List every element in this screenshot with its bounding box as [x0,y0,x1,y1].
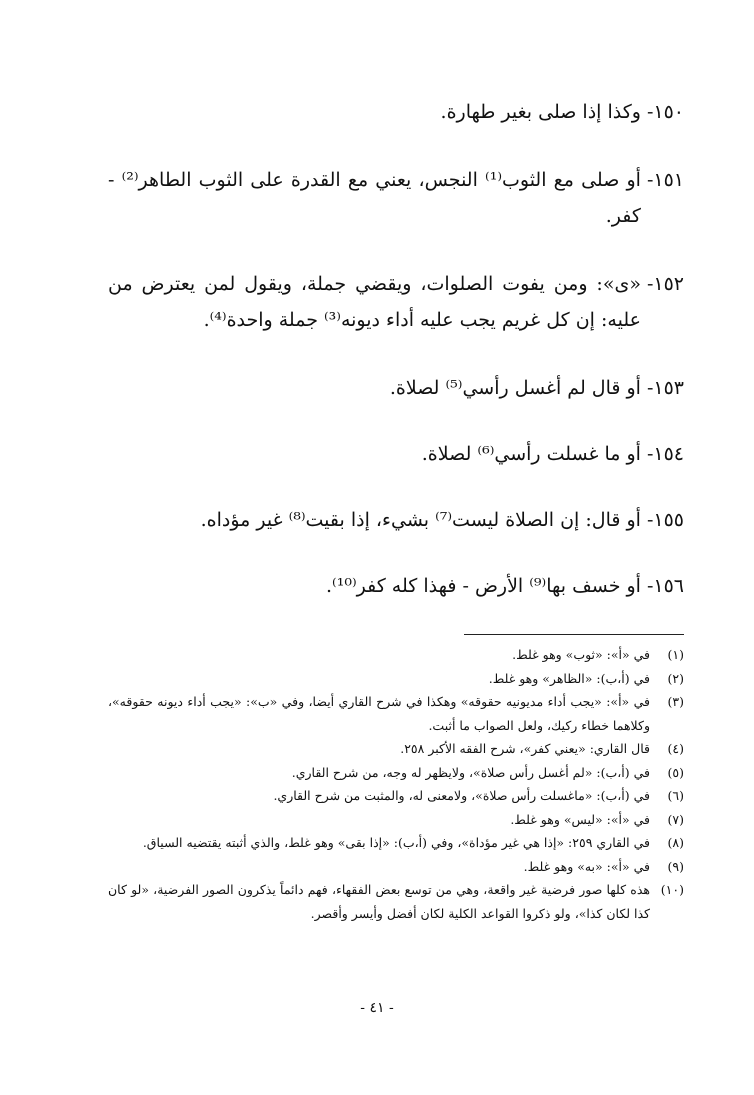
footnotes [108,643,684,925]
footnote [108,737,684,761]
item-text: أو صلى مع الثوب⁽¹⁾ النجس، يعني مع القدرة على الثوب الطاهر⁽²⁾ - كفر. [108,169,641,227]
numbered-items [108,94,684,604]
item-number: ١٥٠- [646,101,684,123]
footnote-number: (١) [667,647,684,662]
footnote-number: (٣) [667,694,684,709]
footnote-text: في القاري ٢٥٩: «إذا هي غير مؤداة»، وفي (أ،ب): «إذا بقى» وهو غلط، والذي أثبته يقتضيه السياق. [142,835,650,850]
item-153 [108,370,684,406]
footnote [108,784,684,808]
footnote-number: (٥) [667,764,684,780]
item-text: وكذا إذا صلى بغير طهارة. [440,101,641,123]
footnote-divider [464,634,684,635]
footnote-text: قال القاري: «يعني كفر»، شرح الفقه الأكبر ٢٥٨. [400,741,650,756]
footnote-number: (٨) [667,835,684,850]
footnote [108,855,684,879]
footnote [108,667,684,691]
item-152 [108,266,684,338]
footnote-text: في (أ،ب): «ماغسلت رأس صلاة»، ولامعنى له، والمثبت من شرح القاري. [273,788,650,803]
item-number: ١٥١- [646,169,684,191]
item-text: أو ما غسلت رأسي⁽⁶⁾ لصلاة. [421,443,641,465]
item-number: ١٥٣- [646,377,684,399]
item-text: أو قال لم أغسل رأسي⁽⁵⁾ لصلاة. [389,377,641,399]
footnote [108,878,684,925]
item-number: ١٥٤- [646,443,684,465]
footnote-number: (٦) [667,788,684,803]
footnote-number: (٤) [667,741,684,756]
item-number: ١٥٦- [646,575,684,597]
footnote-number: (٢) [667,670,684,686]
footnote-number: (٧) [667,811,684,827]
item-155 [108,502,684,538]
item-154 [108,436,684,472]
item-text: أو خسف بها⁽⁹⁾ الأرض - فهذا كله كفر⁽¹⁰⁾. [326,575,641,597]
item-number: ١٥٢- [646,273,684,295]
footnote-text: هذه كلها صور فرضية غير واقعة، وهي من توسع بعض الفقهاء، فهم دائماً يذكرون الصور الفرضية، «لو كان كذا لكان كذا»، ولو ذكروا القواعد الكلية لكان أفضل وأيسر وأقصر. [108,882,650,921]
footnote-text: في «أ»: «ليس» وهو غلط. [510,811,650,827]
footnote-text: في «أ»: «ثوب» وهو غلط. [512,647,650,662]
footnote-text: في «أ»: «يجب أداء مديونيه حقوقه» وهكذا في شرح القاري أيضا، وفي «ب»: «يجب أداء ديونه حقوقه»، وكلاهما خطاء ركيك، ولعل الصواب ما أثبت. [108,694,650,733]
footnote-text: في (أ،ب): «الظاهر» وهو غلط. [488,670,650,686]
footnote [108,761,684,785]
footnote [108,643,684,667]
item-text: «ى»: ومن يفوت الصلوات، ويقضي جملة، ويقول لمن يعترض من عليه: إن كل غريم يجب عليه أداء ديونه⁽³⁾ جملة واحدة⁽⁴⁾. [108,273,641,331]
footnote-number: (٩) [667,858,684,874]
footnote-text: في «أ»: «به» وهو غلط. [523,858,650,874]
item-156 [108,568,684,604]
footnote [108,690,684,737]
item-151 [108,162,684,234]
page-number: - ٤١ - [360,1000,394,1016]
book-page [108,90,684,1095]
item-150 [108,94,684,130]
item-number: ١٥٥- [646,509,684,531]
footnote-number: (١٠) [660,882,684,897]
footnote [108,831,684,855]
item-text: أو قال: إن الصلاة ليست⁽⁷⁾ بشيء، إذا بقيت⁽⁸⁾ غير مؤداه. [200,509,641,531]
footnote-text: في (أ،ب): «لم أغسل رأس صلاة»، ولايظهر له وجه، من شرح القاري. [291,764,650,780]
footnote [108,808,684,832]
